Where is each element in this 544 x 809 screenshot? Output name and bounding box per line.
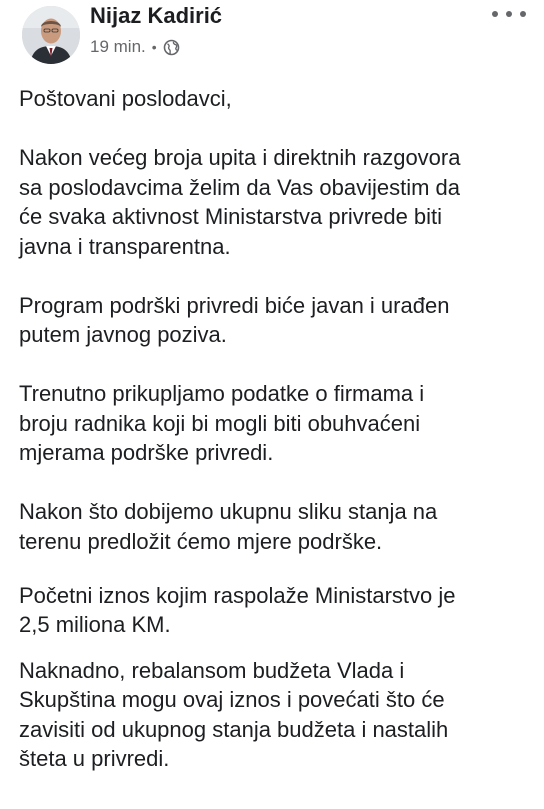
post-timestamp[interactable]: 19 min.	[90, 37, 146, 56]
globe-icon	[163, 39, 180, 56]
meta-separator: •	[151, 39, 157, 55]
author-avatar[interactable]	[22, 6, 80, 64]
post-paragraph: Program podrški privredi biće javan i urađen putem javnog poziva.	[19, 292, 450, 347]
post-paragraph: Početni iznos kojim raspolaže Ministarstvo je 2,5 miliona KM.	[19, 582, 456, 637]
more-options-icon-dot	[520, 11, 526, 17]
post-paragraph: Nakon što dobijemo ukupnu sliku stanja na terenu predložit ćemo mjere podrške.	[19, 499, 438, 554]
post-paragraph: Poštovani poslodavci,	[19, 86, 232, 111]
post-paragraph: Nakon većeg broja upita i direktnih razgovora sa poslodavcima želim da Vas obavijestim da će svaka aktivnost Ministarstva privrede biti javna i transparentna.	[19, 145, 461, 259]
more-options-button[interactable]	[492, 4, 526, 24]
post-paragraph: Trenutno prikupljamo podatke o firmama i broju radnika koji bi mogli biti obuhvaćeni mjerama podrške privredi.	[19, 381, 425, 465]
post-body	[19, 84, 529, 774]
more-options-icon-dot	[492, 11, 498, 17]
post-meta	[90, 37, 180, 57]
post-paragraph: Naknadno, rebalansom budžeta Vlada i Skupština mogu ovaj iznos i povećati što će zavisiti od ukupnog stanja budžeta i nastalih šteta u privredi.	[19, 657, 449, 771]
author-name[interactable]: Nijaz Kadirić	[90, 3, 223, 28]
more-options-icon-dot	[506, 11, 512, 17]
post-header	[0, 0, 544, 70]
avatar-photo	[22, 6, 80, 64]
